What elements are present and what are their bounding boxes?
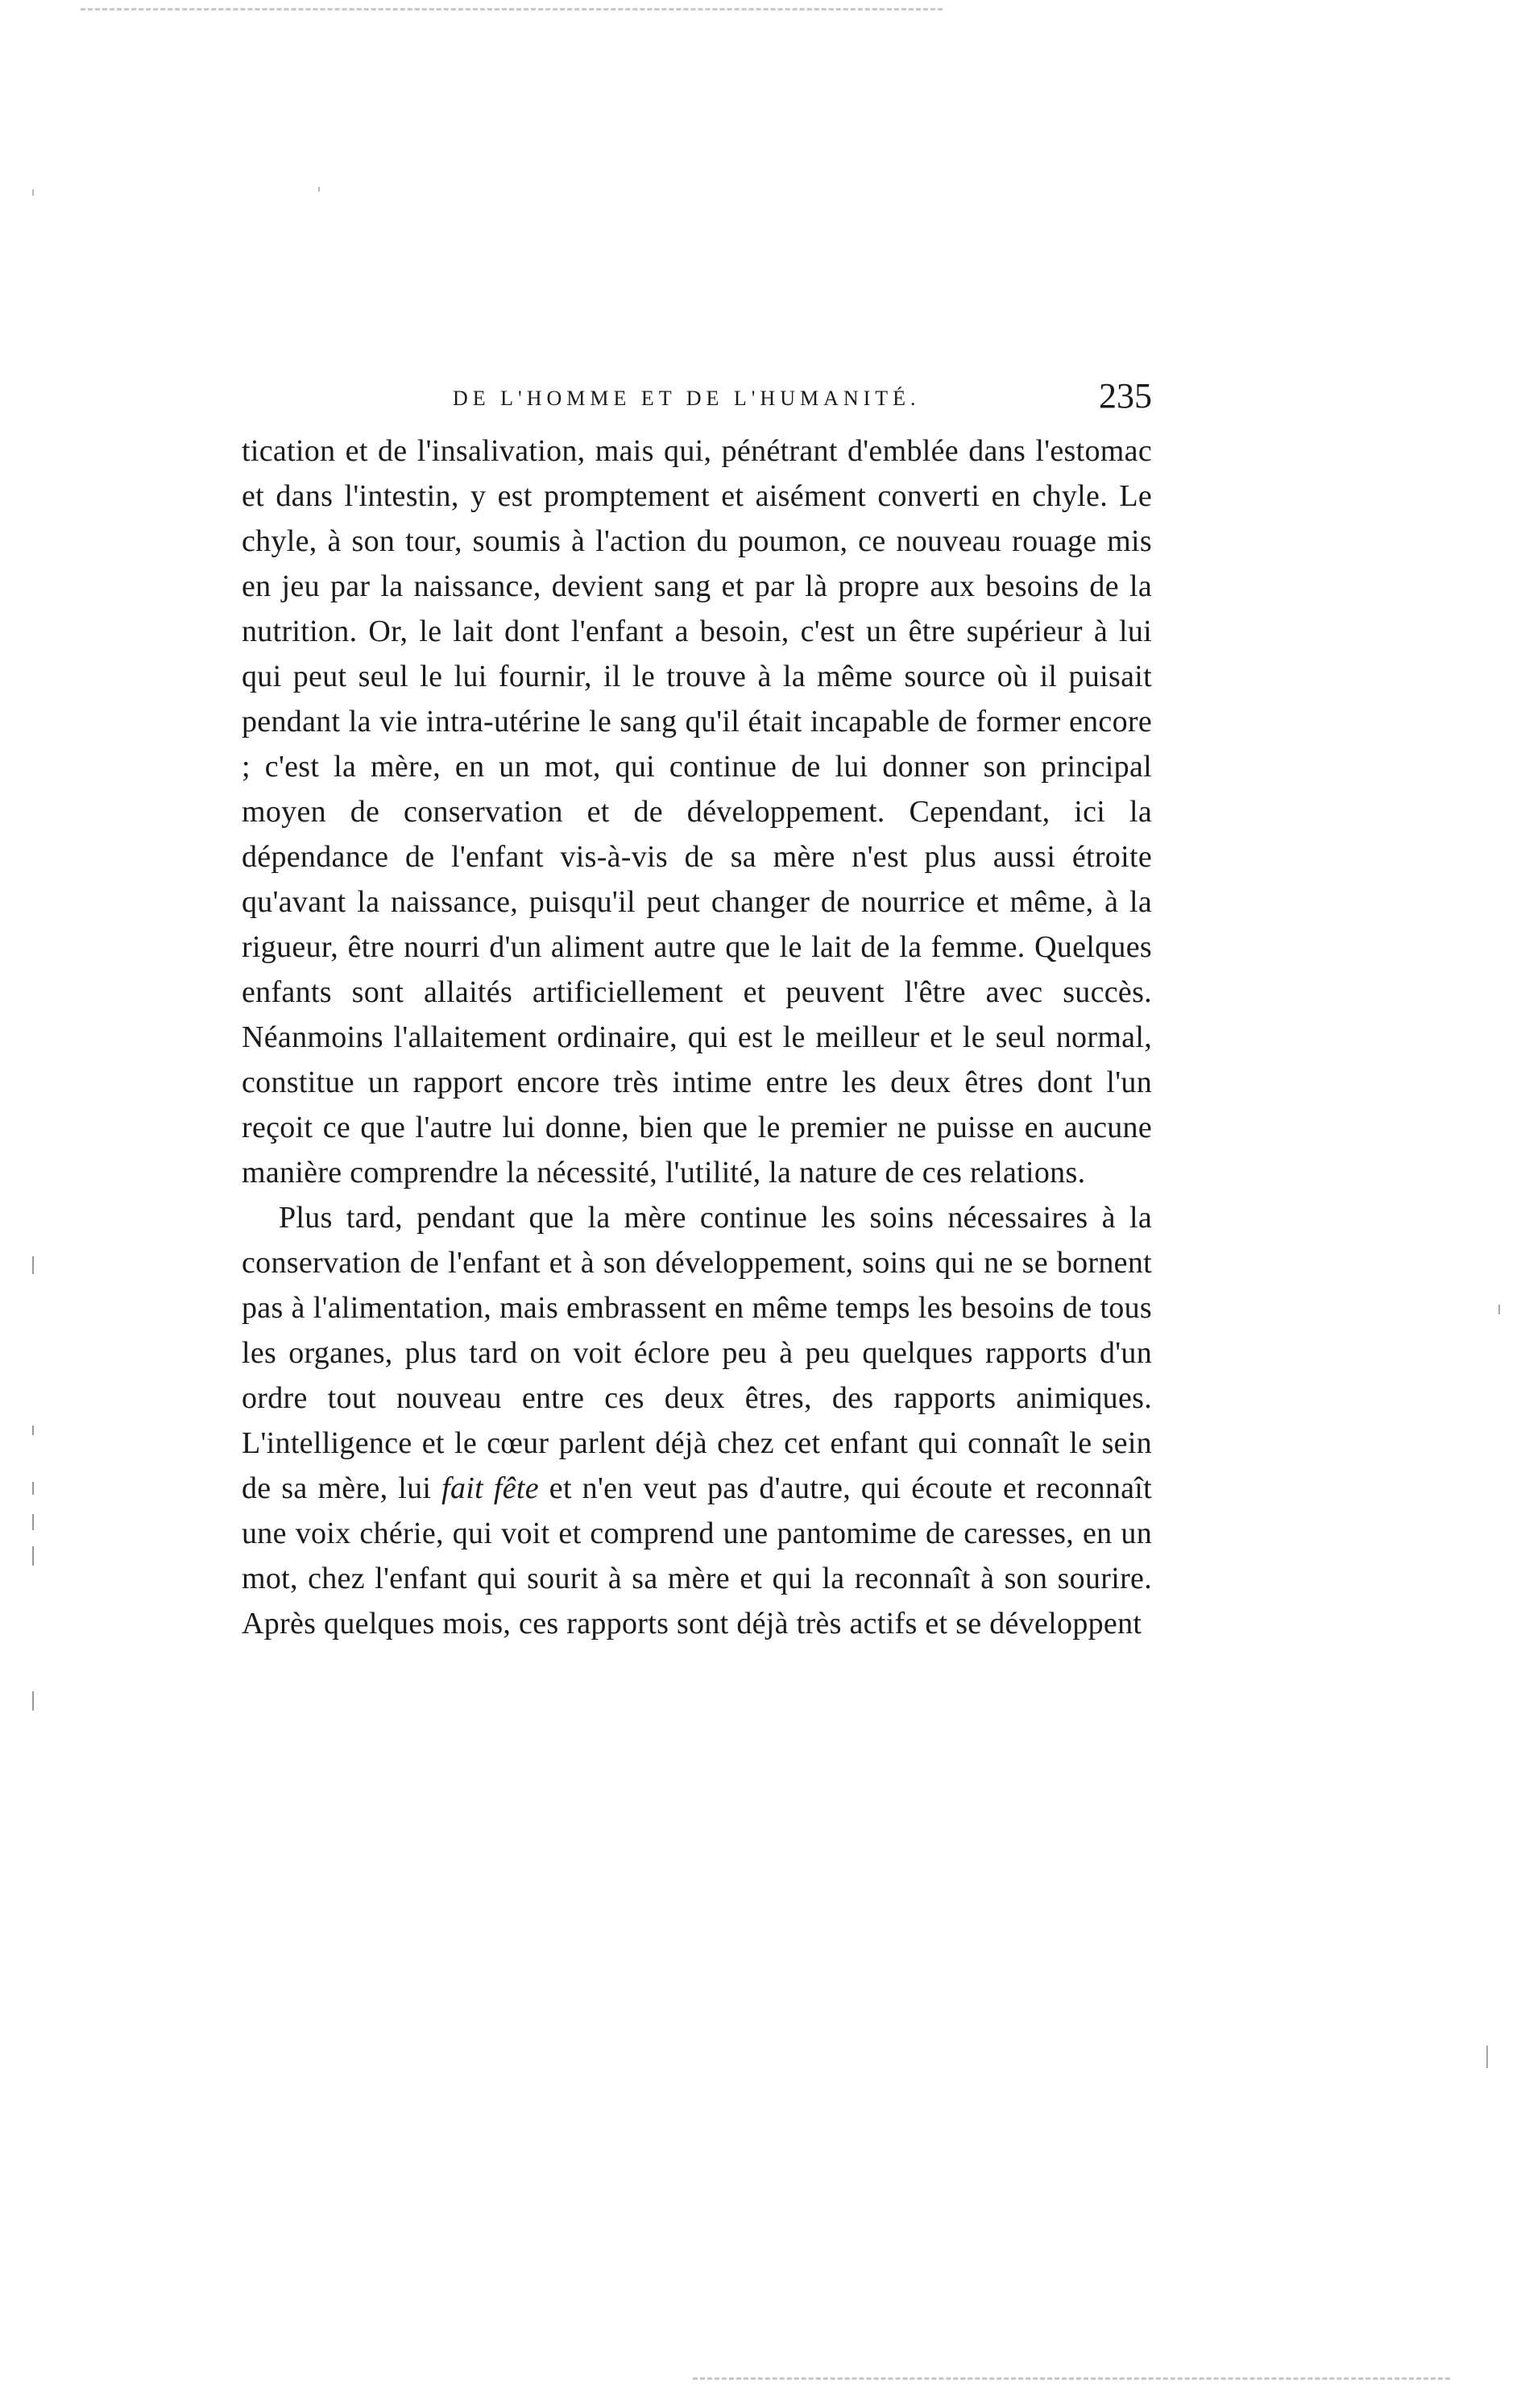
paragraph-1: tication et de l'insalivation, mais qui, pénétrant d'emblée dans l'estomac et dans l'intestin, y est promptement et aisément converti en chyle. Le chyle, à son tour, soumis à l'action du poumon, ce nouveau rouage mis en jeu par la naissance, devient sang et par là propre aux besoins de la nutrition. Or, le lait dont l'enfant a besoin, c'est un être supérieur à lui qui peut seul le lui fournir, il le trouve à la même source où il puisait pendant la vie intra-utérine le sang qu'il était incapable de former encore ; c'est la mère, en un mot, qui continue de lui donner son principal moyen de conservation et de développement. Cependant, ici la dépendance de l'enfant vis-à-vis de sa mère n'est plus aussi étroite qu'avant la naissance, puisqu'il peut changer de nourrice et même, à la rigueur, être nourri d'un aliment autre que le lait de la femme. Quelques enfants sont allaités artificiellement et peuvent l'être avec succès. Néanmoins l'allaitement ordinaire, qui est le meilleur et le seul normal, constitue un rapport encore très intime entre les deux êtres dont l'un reçoit ce que l'autre lui donne, bien que le premier ne puisse en aucune manière comprendre la nécessité, l'utilité, la nature de ces relations. [242, 434, 1152, 1190]
running-title: DE L'HOMME ET DE L'HUMANITÉ. [453, 387, 921, 410]
scan-edge-bottom [693, 2377, 1450, 2380]
speck-right-1 [1498, 1305, 1500, 1314]
speck-left-7 [32, 189, 34, 196]
speck-left-2 [32, 1425, 34, 1435]
scan-edge-top [81, 8, 943, 10]
paragraph-2-italic: fait fête [441, 1471, 539, 1505]
speck-left-5 [32, 1546, 34, 1566]
paragraph-2-part-b: et n'en veut pas d'autre, qui écoute et reconnaît une voix chérie, qui voit et comprend une pantomime de caresses, en un mot, chez l'enfant qui sourit à sa mère et qui la reconnaît à son sourire. Après quelques mois, ces rapports sont déjà très actifs et se développent [242, 1471, 1153, 1641]
body-text [242, 428, 1152, 1646]
speck-left-1 [32, 1256, 34, 1274]
speck-left-8 [318, 187, 320, 192]
page-header [242, 375, 1152, 432]
speck-left-6 [32, 1691, 34, 1711]
paragraph-2-part-a: Plus tard, pendant que la mère continue les soins nécessaires à la conservation de l'enfant et à son développement, soins qui ne se bornent pas à l'alimentation, mais embrassent en même temps les besoins de tous les organes, plus tard on voit éclore peu à peu quelques rapports d'un ordre tout nouveau entre ces deux êtres, des rapports animiques. L'intelligence et le cœur parlent déjà chez cet enfant qui connaît le sein de sa mère, lui [242, 1201, 1152, 1505]
speck-left-4 [32, 1514, 34, 1530]
speck-left-3 [32, 1482, 34, 1495]
paragraph-2 [242, 1195, 1152, 1646]
page-number: 235 [1099, 376, 1152, 416]
speck-right-2 [1486, 2046, 1488, 2068]
